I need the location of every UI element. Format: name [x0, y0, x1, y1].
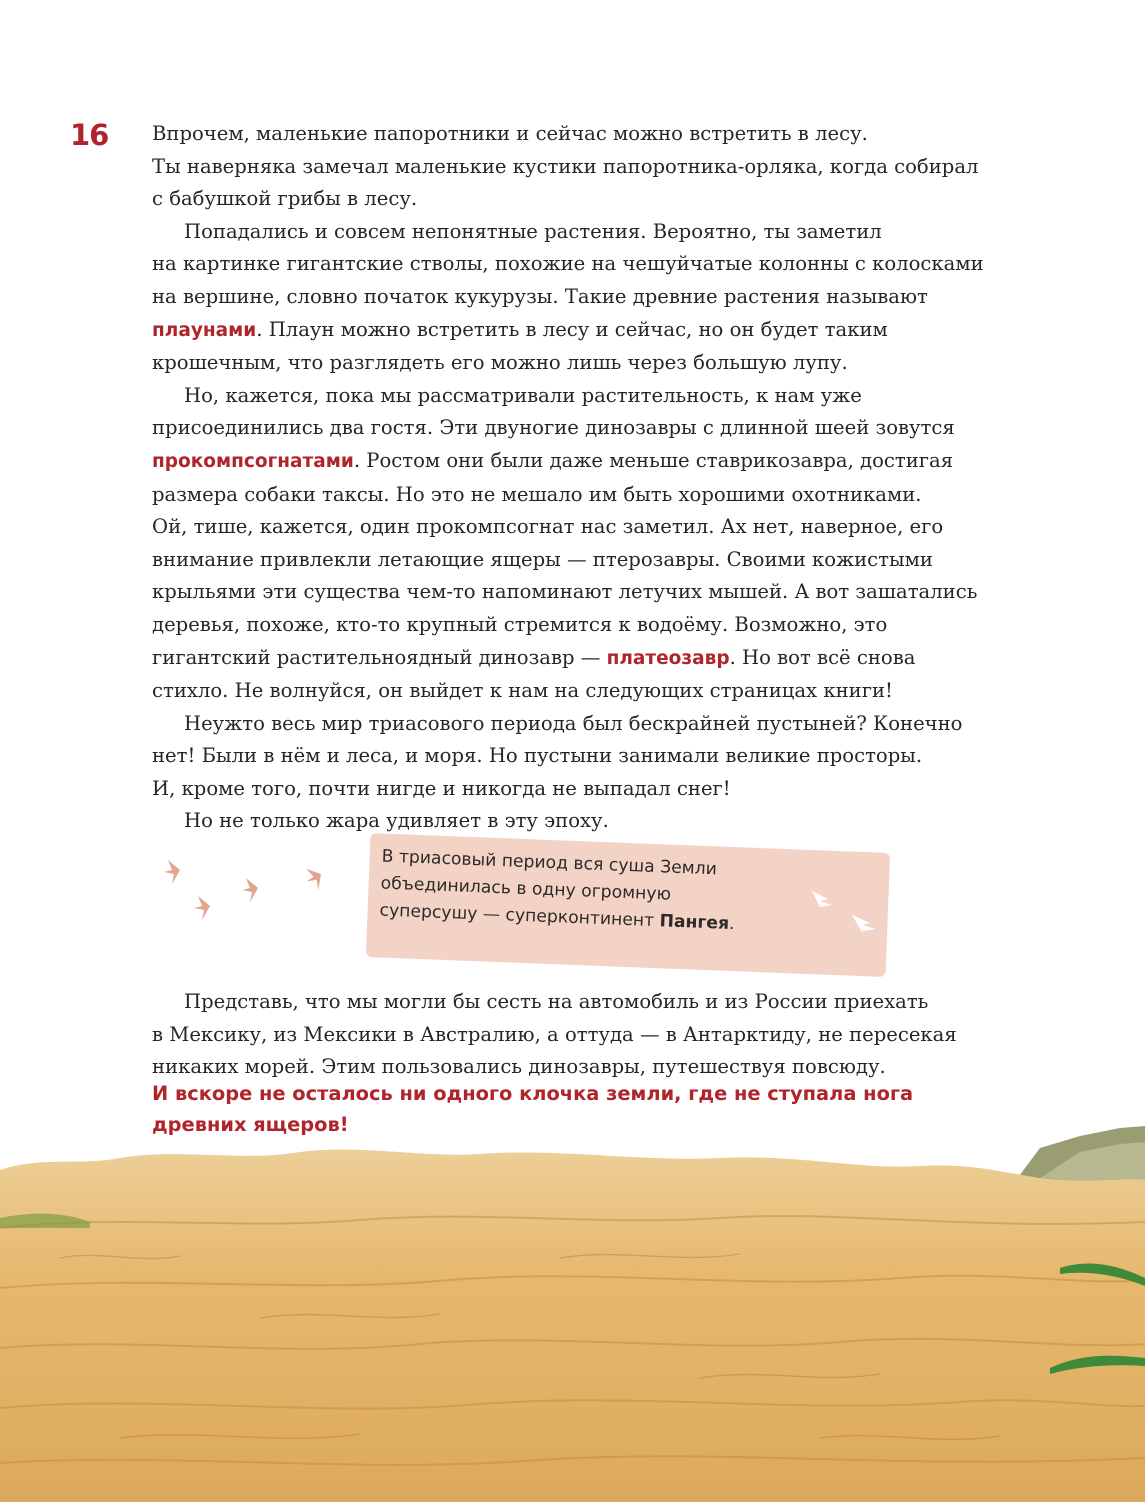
text-line	[152, 412, 1052, 445]
text-segment: суперсушу — суперконтинент	[379, 900, 660, 932]
desert-illustration	[0, 1118, 1145, 1502]
footprint-icon	[812, 891, 832, 915]
text-line	[152, 544, 1052, 577]
text-line	[152, 642, 1052, 676]
text-line	[152, 281, 1052, 314]
footprint-icon	[194, 896, 210, 920]
text-line	[152, 773, 1052, 806]
text-line	[152, 248, 1052, 281]
text-segment: внимание привлекли летающие ящеры — птерозавры. Своими кожистыми	[152, 547, 933, 571]
text-line	[152, 708, 1052, 741]
text-segment: Впрочем, маленькие папоротники и сейчас можно встретить в лесу.	[152, 122, 868, 145]
text-segment: Но, кажется, пока мы рассматривали растительность, к нам уже	[184, 383, 862, 407]
text-segment: . Но вот всё снова	[729, 645, 916, 669]
text-line	[152, 183, 1052, 216]
bold-term: Пангея	[659, 911, 730, 934]
text-segment: крыльями эти существа чем-то напоминают летучих мышей. А вот зашатались	[152, 580, 978, 604]
text-segment: Но не только жара удивляет в эту эпоху.	[184, 809, 609, 833]
text-segment: В триасовый период вся суша Земли	[381, 846, 718, 880]
text-line	[152, 675, 1052, 708]
text-segment: Неужто весь мир триасового периода был бескрайней пустыней? Конечно	[184, 711, 963, 735]
footprints-on-box	[808, 885, 888, 945]
text-segment: Представь, что мы могли бы сесть на автомобиль и из России приехать	[184, 990, 929, 1013]
text-line	[152, 118, 1052, 151]
text-segment: деревья, похоже, кто-то крупный стремится к водоёму. Возможно, это	[152, 612, 888, 636]
paragraph	[152, 986, 1052, 1084]
text-segment: на картинке гигантские стволы, похожие на чешуйчатые колонны с колосками	[152, 252, 984, 276]
fact-box-text	[379, 844, 812, 941]
footprints-illustration	[160, 848, 340, 928]
paragraph	[152, 118, 1052, 216]
text-segment: никаких морей. Этим пользовались динозавры, путешествуя повсюду.	[152, 1055, 886, 1079]
text-line	[152, 986, 1052, 1019]
text-segment: . Плаун можно встретить в лесу и сейчас, но он будет таким	[256, 317, 888, 341]
text-line	[152, 479, 1052, 512]
text-segment: объединилась в одну огромную	[380, 873, 672, 905]
footprint-icon	[302, 865, 325, 893]
text-line	[152, 805, 1052, 838]
text-line	[152, 151, 1052, 184]
highlight-line: И вскоре не осталось ни одного клочка земли, где не ступала нога	[152, 1082, 914, 1105]
page-number: 16	[70, 118, 109, 152]
paragraph	[152, 708, 1052, 806]
text-segment: .	[728, 913, 735, 935]
term-highlight: плаунами	[152, 319, 257, 341]
paragraph	[152, 216, 1052, 380]
text-segment: И, кроме того, почти нигде и никогда не выпадал снег!	[152, 776, 731, 800]
text-segment: Попадались и совсем непонятные растения. Вероятно, ты заметил	[184, 219, 882, 243]
text-line	[152, 511, 1052, 544]
sand-dunes	[0, 1149, 1145, 1502]
text-line	[152, 445, 1052, 479]
text-segment: размера собаки таксы. Но это не мешало им быть хорошими охотниками.	[152, 482, 922, 506]
footprint-icon	[164, 860, 180, 884]
text-line	[152, 380, 1052, 413]
text-line	[152, 609, 1052, 642]
text-line	[152, 576, 1052, 609]
text-line	[152, 216, 1052, 249]
footprint-icon	[242, 878, 258, 902]
text-segment: Ты наверняка замечал маленькие кустики папоротника-орляка, когда собирал	[152, 154, 979, 178]
paragraph	[152, 805, 1052, 838]
highlight-line: древних ящеров!	[152, 1113, 349, 1136]
body-text	[152, 118, 1052, 838]
text-segment: в Мексику, из Мексики в Австралию, а оттуда — в Антарктиду, не пересекая	[152, 1022, 957, 1046]
text-line	[152, 1019, 1052, 1052]
term-highlight: платеозавр	[606, 647, 730, 669]
footprint-icon	[852, 915, 876, 939]
text-segment: стихло. Не волнуйся, он выйдет к нам на следующих страницах книги!	[152, 679, 893, 703]
bottom-paragraph	[152, 986, 1052, 1084]
term-highlight: прокомпсогнатами	[152, 450, 354, 472]
text-segment: присоединились два гостя. Эти двуногие динозавры с длинной шеей зовутся	[152, 416, 955, 440]
text-line	[152, 740, 1052, 773]
text-segment: с бабушкой грибы в лесу.	[152, 187, 418, 211]
text-segment: . Ростом они были даже меньше ставрикозавра, достигая	[353, 448, 954, 472]
text-segment: Ой, тише, кажется, один прокомпсогнат нас заметил. Ах нет, наверное, его	[152, 515, 944, 539]
text-segment: гигантский растительноядный динозавр —	[152, 645, 607, 669]
text-segment: крошечным, что разглядеть его можно лишь через большую лупу.	[152, 351, 848, 375]
text-segment: на вершине, словно початок кукурузы. Такие древние растения называют	[152, 284, 928, 308]
text-line	[152, 347, 1052, 380]
text-segment: нет! Были в нём и леса, и моря. Но пустыни занимали великие просторы.	[152, 744, 923, 768]
text-line	[152, 314, 1052, 348]
paragraph	[152, 380, 1052, 708]
